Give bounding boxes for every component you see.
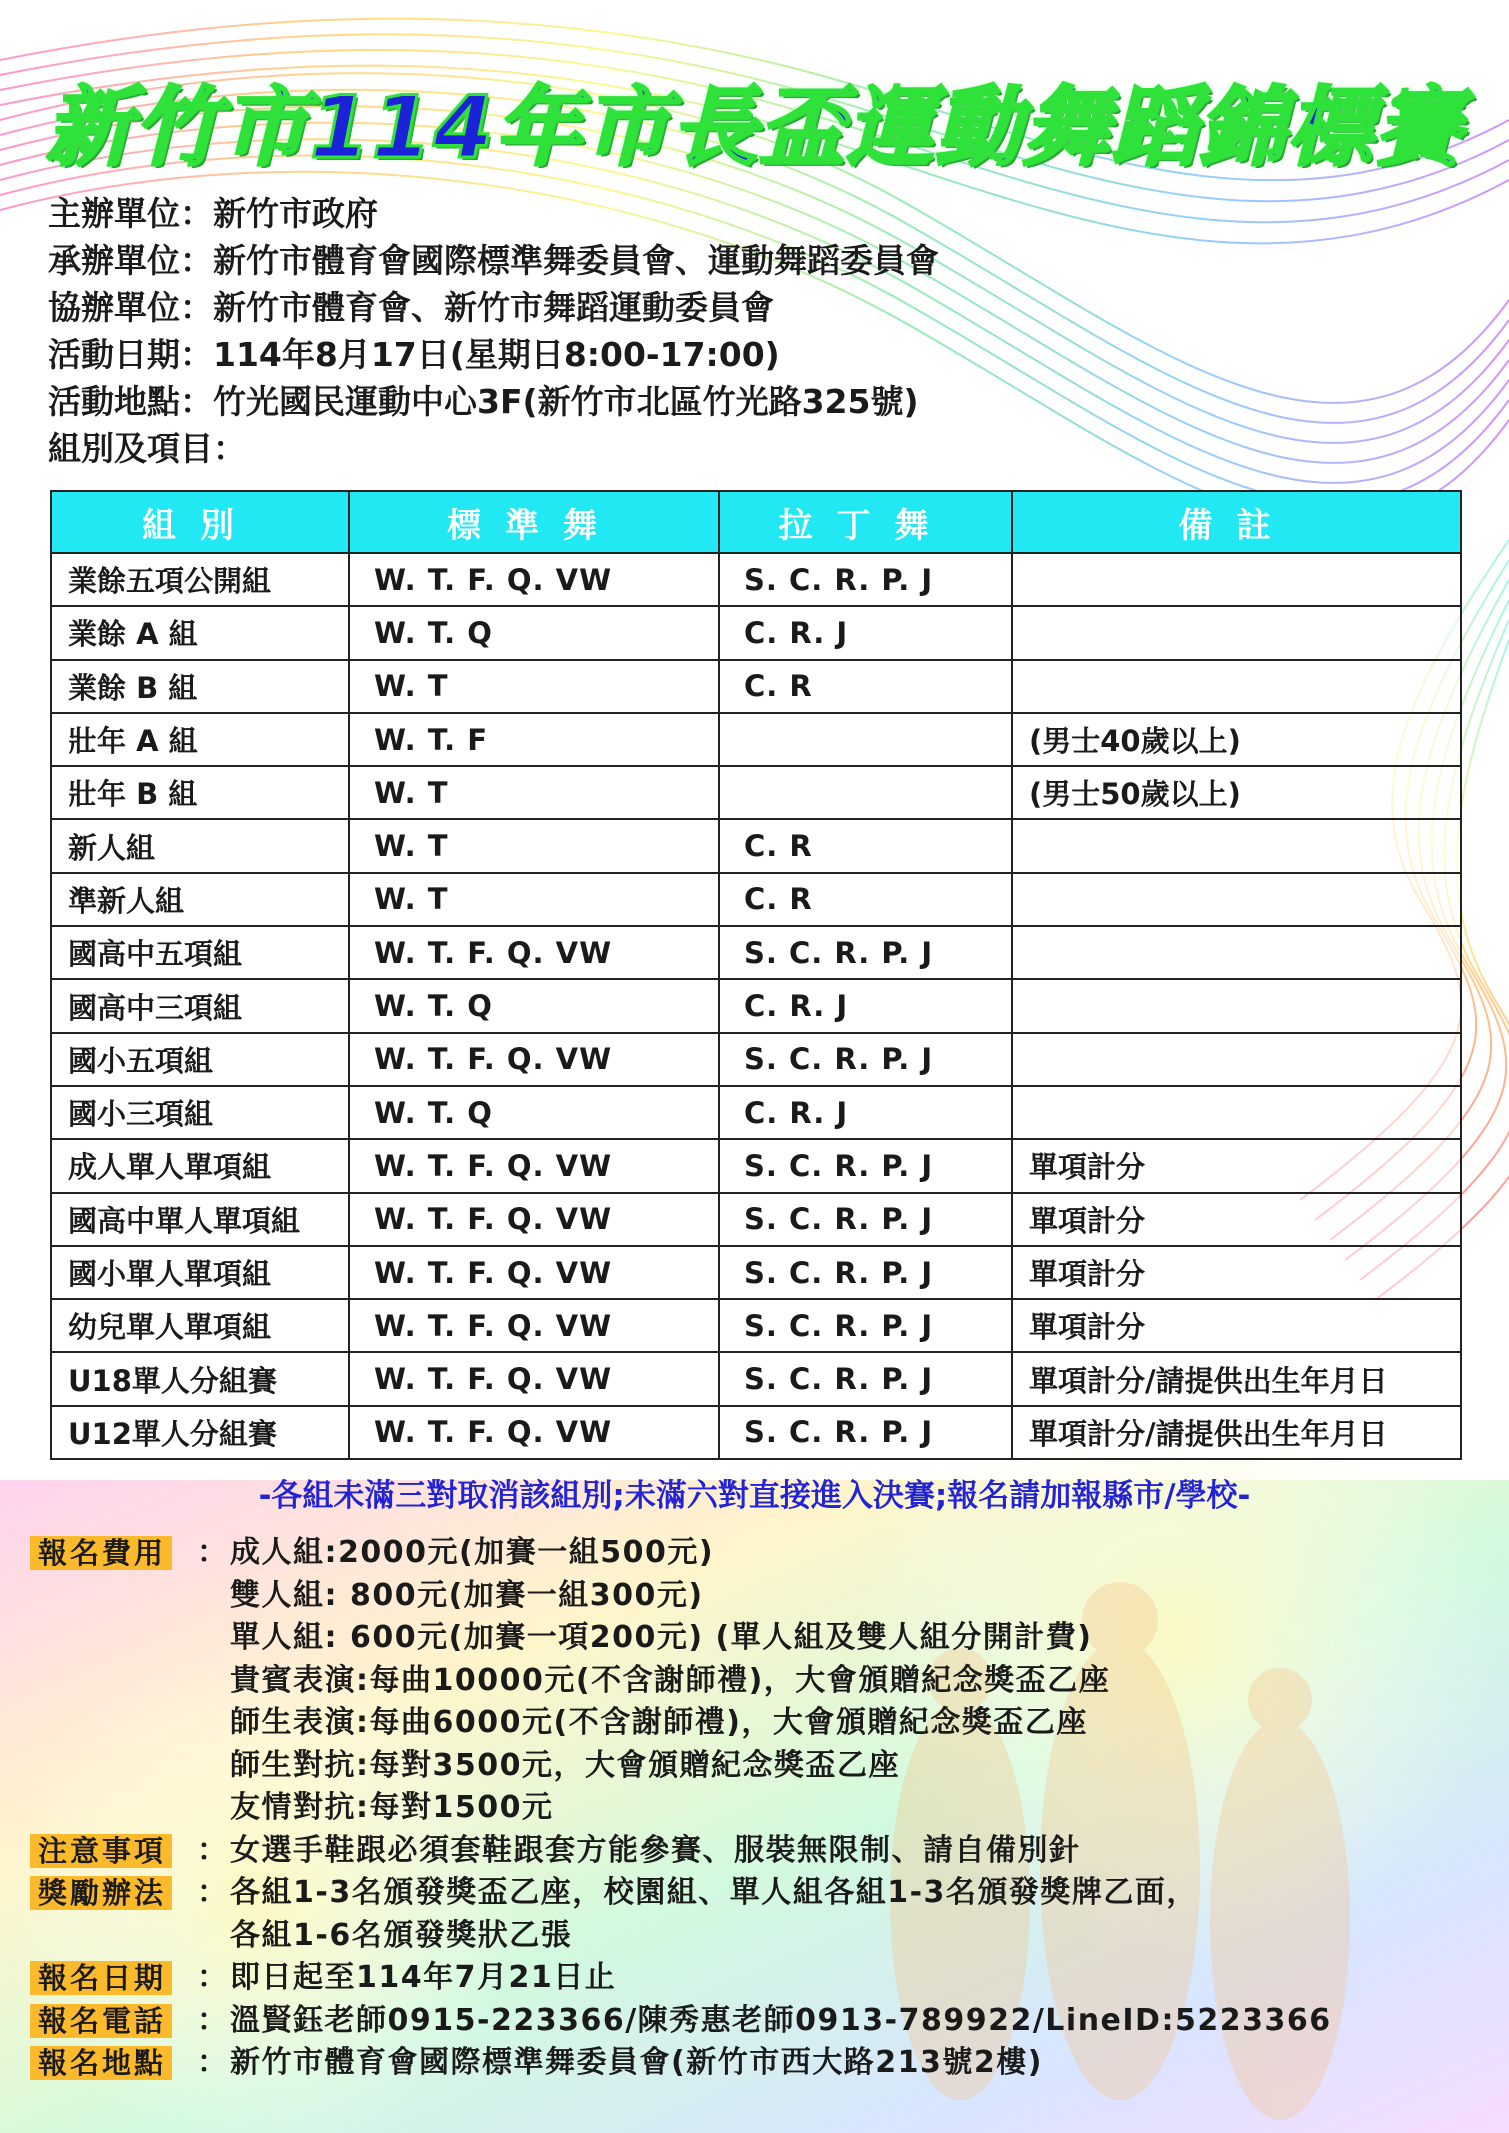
cell-latin: S. C. R. P. J (719, 553, 1012, 606)
cell-latin: S. C. R. P. J (719, 926, 1012, 979)
cell-latin: C. R (719, 819, 1012, 872)
table-row (51, 819, 1461, 872)
detail-text: 師生對抗:每對3500元，大會頒贈紀念獎盃乙座 (230, 1747, 900, 1783)
detail-text: 貴賓表演:每曲10000元(不含謝師禮)，大會頒贈紀念獎盃乙座 (230, 1662, 1111, 1698)
cell-category: 業餘 A 組 (51, 606, 349, 659)
detail-text: 雙人組: 800元(加賽一組300元) (230, 1577, 704, 1613)
cell-category: 新人組 (51, 819, 349, 872)
cell-standard: W. T (349, 660, 719, 713)
cell-category: 成人單人單項組 (51, 1139, 349, 1192)
cell-standard: W. T. F. Q. VW (349, 1352, 719, 1405)
cell-category: U12單人分組賽 (51, 1406, 349, 1459)
cell-category: 業餘 B 組 (51, 660, 349, 713)
cell-category: 國小單人單項組 (51, 1246, 349, 1299)
cell-standard: W. T. Q (349, 1086, 719, 1139)
cell-remarks: 單項計分 (1012, 1299, 1461, 1352)
cell-latin: S. C. R. P. J (719, 1246, 1012, 1299)
cell-remarks: 單項計分 (1012, 1246, 1461, 1299)
table-row (51, 713, 1461, 766)
cell-remarks: 單項計分/請提供出生年月日 (1012, 1352, 1461, 1405)
cell-standard: W. T. F. Q. VW (349, 553, 719, 606)
cell-standard: W. T (349, 766, 719, 819)
cell-remarks (1012, 1086, 1461, 1139)
info-co-organizer: 協辦單位：新竹市體育會、新竹市舞蹈運動委員會 (48, 288, 774, 327)
cell-remarks: 單項計分 (1012, 1193, 1461, 1246)
detail-text: 即日起至114年7月21日止 (230, 1960, 617, 1995)
table-row (51, 1193, 1461, 1246)
table-row (51, 1299, 1461, 1352)
cell-category: 業餘五項公開組 (51, 553, 349, 606)
table-row (51, 1352, 1461, 1405)
detail-colon: ： (197, 1960, 229, 1995)
cell-remarks (1012, 660, 1461, 713)
cell-remarks (1012, 819, 1461, 872)
cell-category: 國小五項組 (51, 1033, 349, 1086)
detail-text: 師生表演:每曲6000元(不含謝師禮)，大會頒贈紀念獎盃乙座 (230, 1705, 1088, 1740)
cell-category: 國高中三項組 (51, 979, 349, 1032)
cell-category: 壯年 A 組 (51, 713, 349, 766)
detail-text: 各組1-3名頒發獎盃乙座，校園組、單人組各組1-3名頒發獎牌乙面， (230, 1875, 1198, 1910)
cell-latin: S. C. R. P. J (719, 1193, 1012, 1246)
table-row (51, 660, 1461, 713)
cell-category: 準新人組 (51, 873, 349, 926)
cell-latin: C. R. J (719, 1086, 1012, 1139)
cell-category: 國小三項組 (51, 1086, 349, 1139)
cell-category: 壯年 B 組 (51, 766, 349, 819)
cell-category: U18單人分組賽 (51, 1352, 349, 1405)
info-categories-heading: 組別及項目： (48, 429, 246, 468)
info-executor: 承辦單位：新竹市體育會國際標準舞委員會、運動舞蹈委員會 (48, 241, 939, 280)
table-row (51, 873, 1461, 926)
cell-remarks (1012, 553, 1461, 606)
detail-text: 各組1-6名頒發獎狀乙張 (230, 1917, 573, 1953)
info-venue: 活動地點：竹光國民運動中心3F(新竹市北區竹光路325號) (48, 382, 919, 421)
detail-text: 成人組:2000元(加賽一組500元) (230, 1535, 715, 1570)
table-row (51, 1246, 1461, 1299)
cell-remarks (1012, 979, 1461, 1032)
cell-latin: C. R (719, 873, 1012, 926)
detail-label: 獎勵辦法 (30, 1876, 172, 1910)
table-row (51, 1139, 1461, 1192)
detail-text: 新竹市體育會國際標準舞委員會(新竹市西大路213號2樓) (230, 2045, 1043, 2080)
table-row (51, 979, 1461, 1032)
detail-label: 報名費用 (30, 1536, 172, 1570)
cell-remarks: (男士50歲以上) (1012, 766, 1461, 819)
detail-text: 單人組: 600元(加賽一項200元) (單人組及雙人組分開計費) (230, 1620, 1093, 1655)
detail-label: 報名日期 (30, 1961, 172, 1995)
table-row (51, 1406, 1461, 1459)
cell-latin: C. R. J (719, 606, 1012, 659)
cell-latin: S. C. R. P. J (719, 1352, 1012, 1405)
cell-standard: W. T. F. Q. VW (349, 926, 719, 979)
cell-remarks (1012, 873, 1461, 926)
cell-latin: S. C. R. P. J (719, 1139, 1012, 1192)
info-date: 活動日期：114年8月17日(星期日8:00-17:00) (48, 335, 780, 374)
cell-remarks (1012, 926, 1461, 979)
cell-standard: W. T. Q (349, 606, 719, 659)
cell-latin (719, 713, 1012, 766)
cell-standard: W. T. F (349, 713, 719, 766)
cell-category: 幼兒單人單項組 (51, 1299, 349, 1352)
cell-latin: S. C. R. P. J (719, 1033, 1012, 1086)
cell-latin: C. R (719, 660, 1012, 713)
cell-remarks (1012, 1033, 1461, 1086)
event-info (48, 190, 939, 472)
cell-latin: S. C. R. P. J (719, 1299, 1012, 1352)
detail-colon: ： (197, 1875, 229, 1910)
table-row (51, 1033, 1461, 1086)
cell-latin (719, 766, 1012, 819)
table-header-row (51, 491, 1461, 553)
detail-colon: ： (197, 2002, 229, 2038)
cell-remarks (1012, 606, 1461, 659)
table-row (51, 553, 1461, 606)
poster-title: 新竹市114年市長盃運動舞蹈錦標賽 (45, 78, 1464, 178)
cell-standard: W. T. F. Q. VW (349, 1033, 719, 1086)
header-standard: 標準舞 (349, 491, 719, 553)
cell-latin: S. C. R. P. J (719, 1406, 1012, 1459)
detail-label: 報名地點 (30, 2046, 172, 2080)
cell-standard: W. T (349, 819, 719, 872)
cell-standard: W. T. F. Q. VW (349, 1406, 719, 1459)
cell-standard: W. T. F. Q. VW (349, 1246, 719, 1299)
detail-label: 注意事項 (30, 1834, 172, 1868)
cell-standard: W. T (349, 873, 719, 926)
cell-category: 國高中單人單項組 (51, 1193, 349, 1246)
cell-remarks: 單項計分 (1012, 1139, 1461, 1192)
cell-standard: W. T. F. Q. VW (349, 1139, 719, 1192)
info-organizer: 主辦單位：新竹市政府 (48, 194, 378, 233)
detail-text: 女選手鞋跟必須套鞋跟套方能參賽、服裝無限制、請自備別針 (230, 1832, 1081, 1868)
detail-colon: ： (197, 1535, 229, 1570)
detail-colon: ： (197, 1832, 229, 1868)
header-remarks: 備註 (1012, 491, 1461, 553)
cell-standard: W. T. F. Q. VW (349, 1193, 719, 1246)
cell-remarks: (男士40歲以上) (1012, 713, 1461, 766)
cell-standard: W. T. Q (349, 979, 719, 1032)
table-row (51, 926, 1461, 979)
table-row (51, 1086, 1461, 1139)
detail-text: 友情對抗:每對1500元 (230, 1790, 554, 1825)
table-row (51, 766, 1461, 819)
cell-category: 國高中五項組 (51, 926, 349, 979)
detail-colon: ： (197, 2045, 229, 2080)
cell-standard: W. T. F. Q. VW (349, 1299, 719, 1352)
header-latin: 拉丁舞 (719, 491, 1012, 553)
detail-label: 報名電話 (30, 2004, 172, 2038)
categories-table (50, 490, 1462, 1460)
table-row (51, 606, 1461, 659)
header-category: 組別 (51, 491, 349, 553)
detail-text: 溫賢鈺老師0915-223366/陳秀惠老師0913-789922/LineID:5223366 (230, 2002, 1332, 2038)
cell-latin: C. R. J (719, 979, 1012, 1032)
cell-remarks: 單項計分/請提供出生年月日 (1012, 1406, 1461, 1459)
rules-notice: -各組未滿三對取消該組別;未滿六對直接進入決賽;報名請加報縣市/學校- (258, 1478, 1251, 1514)
